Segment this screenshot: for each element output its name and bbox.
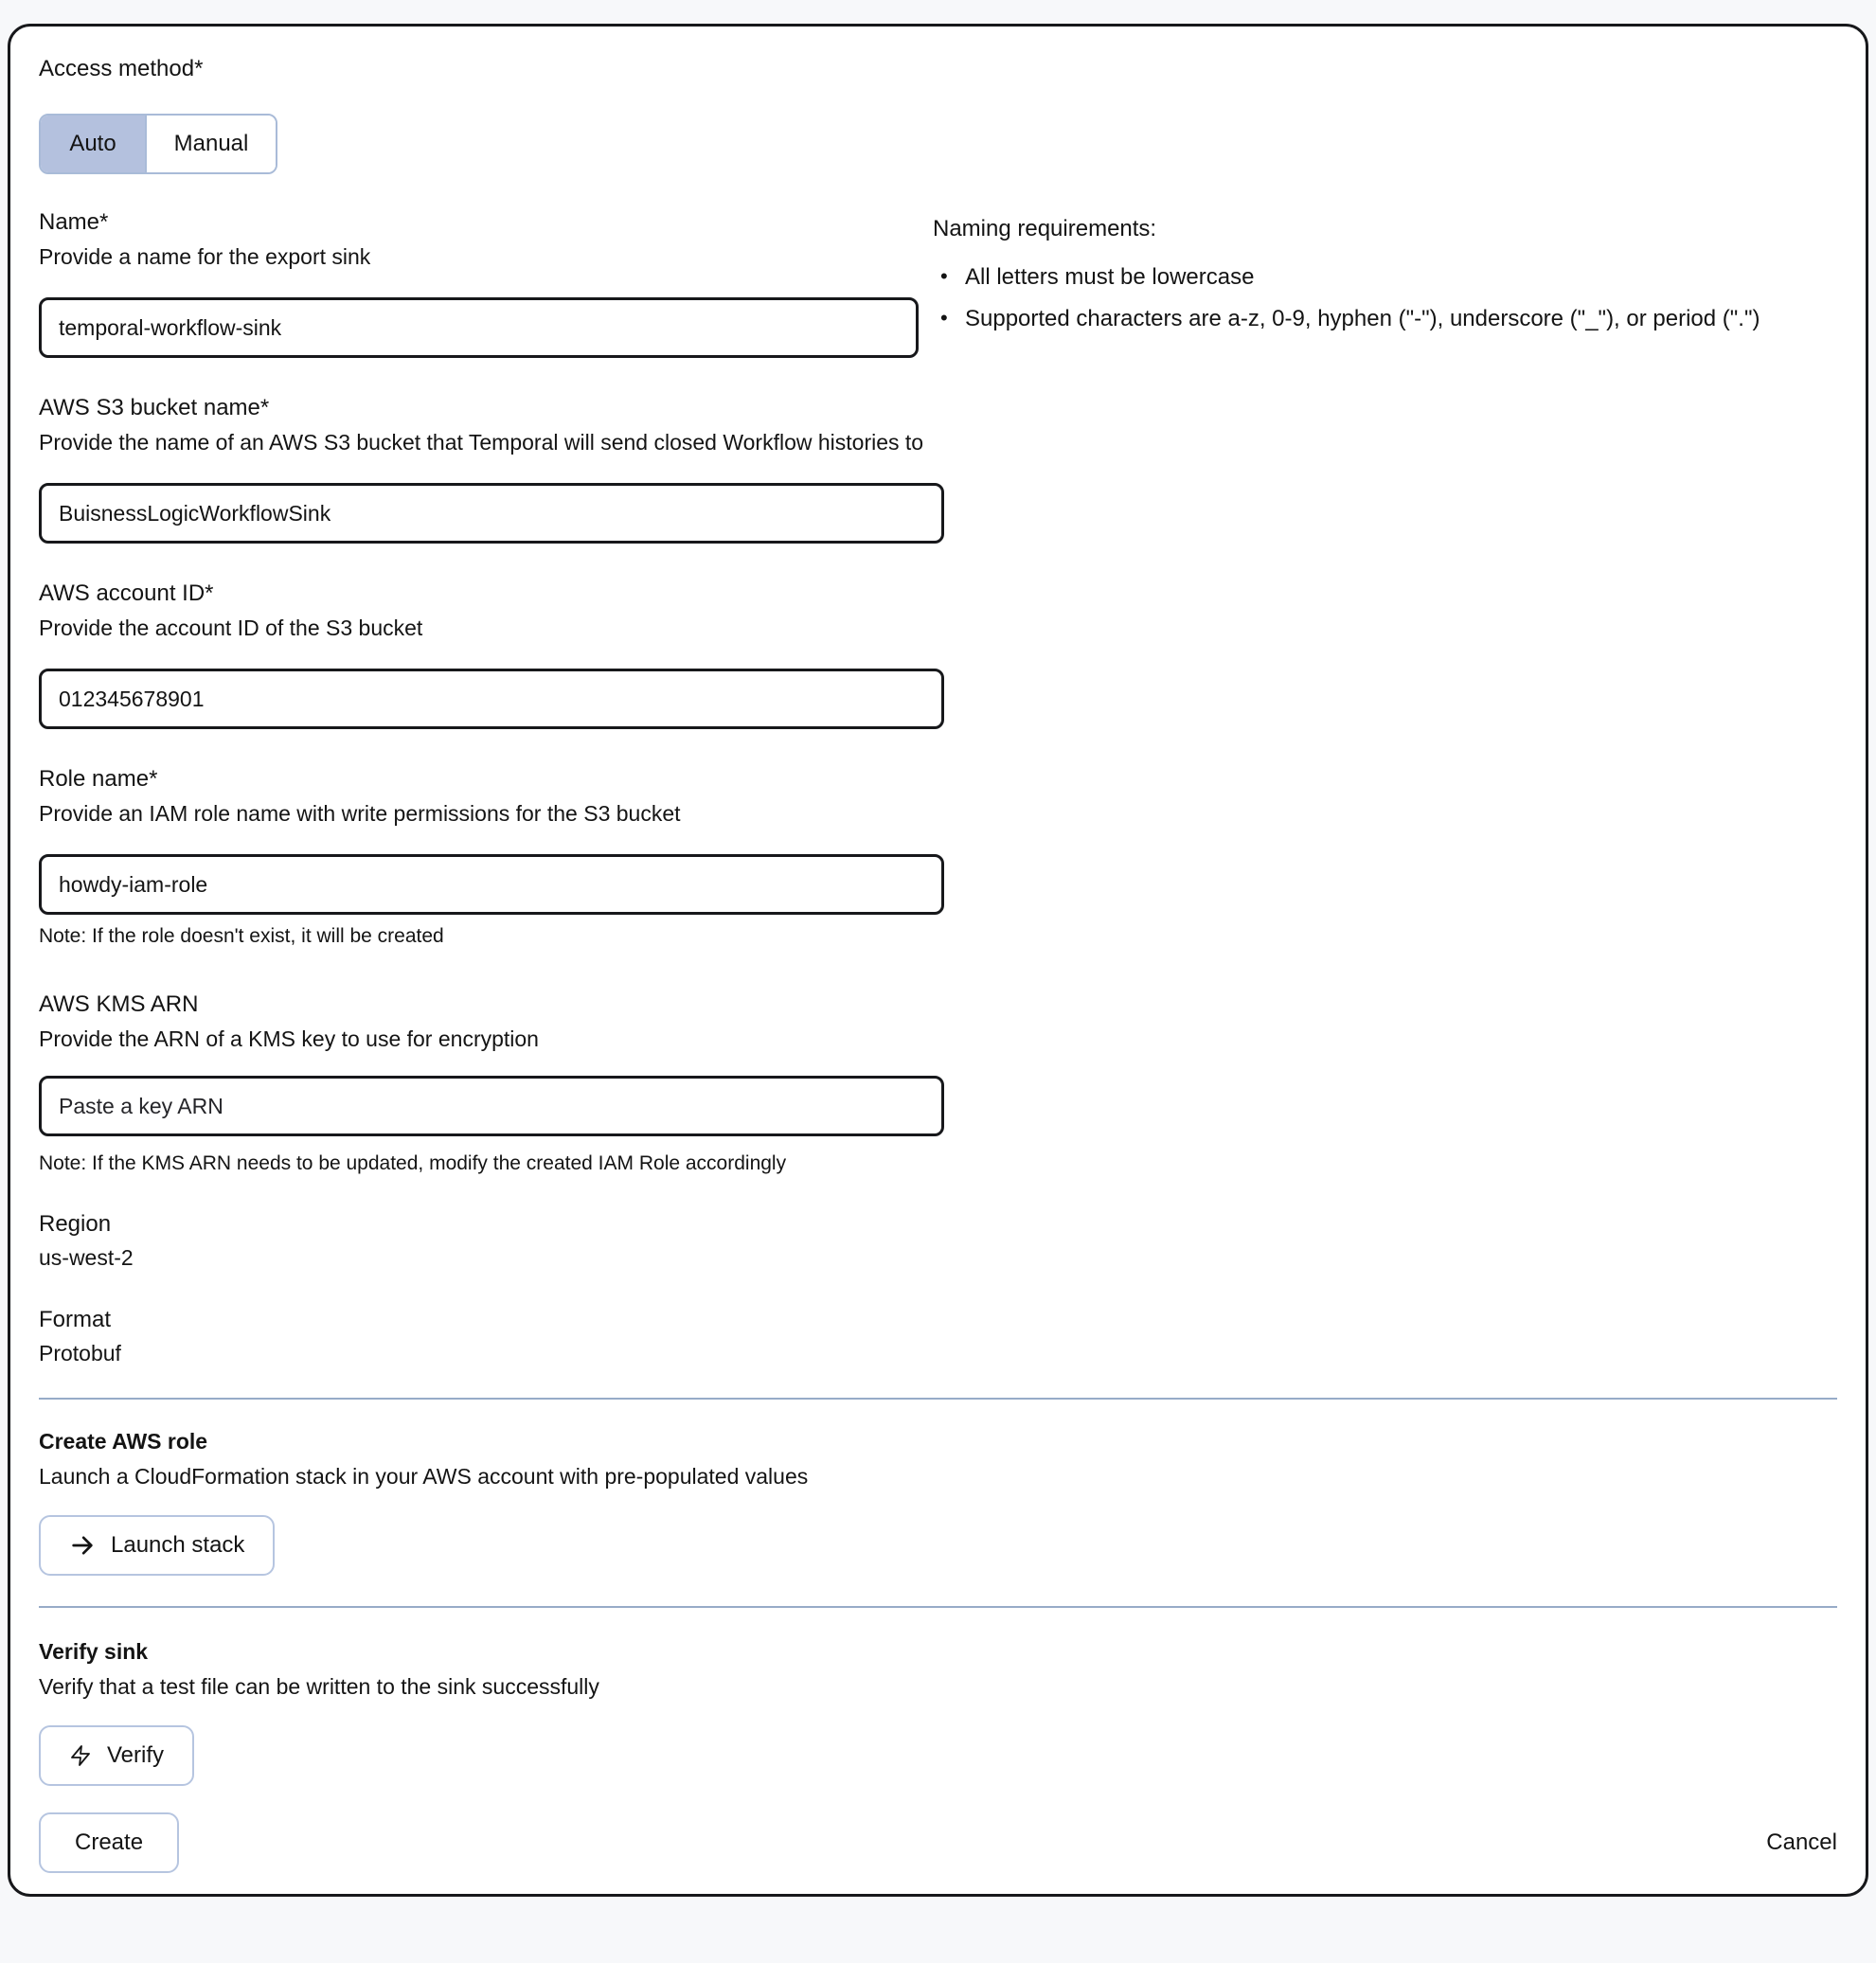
naming-requirement-item: • Supported characters are a-z, 0-9, hyphen ("-"), underscore ("_"), or period (".") xyxy=(933,304,1785,333)
kms-note: Note: If the KMS ARN needs to be updated, modify the created IAM Role accordingly xyxy=(39,1152,787,1174)
name-input[interactable] xyxy=(39,297,919,358)
bucket-description: Provide the name of an AWS S3 bucket that Temporal will send closed Workflow histories to xyxy=(39,430,924,455)
kms-field xyxy=(39,990,1837,1176)
verify-sink-title: Verify sink xyxy=(39,1639,149,1664)
naming-requirements xyxy=(933,215,1785,333)
launch-stack-button[interactable] xyxy=(39,1515,275,1576)
role-label: Role name* xyxy=(39,766,158,792)
bucket-label: AWS S3 bucket name* xyxy=(39,395,270,420)
access-method-option-auto[interactable]: Auto xyxy=(41,116,145,172)
export-sink-form-card xyxy=(8,24,1868,1897)
divider xyxy=(39,1398,1837,1400)
arrow-right-icon xyxy=(69,1532,96,1559)
lightning-icon xyxy=(69,1744,92,1767)
account-description: Provide the account ID of the S3 bucket xyxy=(39,616,423,640)
access-method-option-manual[interactable]: Manual xyxy=(145,116,276,172)
create-button[interactable] xyxy=(39,1812,179,1873)
create-role-description: Launch a CloudFormation stack in your AWS account with pre-populated values xyxy=(39,1464,809,1489)
role-field xyxy=(39,765,1837,949)
role-description: Provide an IAM role name with write permissions for the S3 bucket xyxy=(39,801,681,826)
region-value: us-west-2 xyxy=(39,1245,134,1270)
launch-stack-label: Launch stack xyxy=(111,1532,245,1558)
account-input[interactable] xyxy=(39,669,944,729)
role-note: Note: If the role doesn't exist, it will be created xyxy=(39,925,444,947)
bucket-field xyxy=(39,394,1837,544)
role-input[interactable] xyxy=(39,854,944,915)
name-label: Name* xyxy=(39,209,109,235)
cancel-button[interactable]: Cancel xyxy=(1766,1829,1837,1855)
access-method-toggle xyxy=(39,114,277,174)
naming-requirements-title: Naming requirements: xyxy=(933,216,1157,241)
kms-input[interactable] xyxy=(39,1076,944,1136)
format-value: Protobuf xyxy=(39,1341,121,1365)
create-role-title: Create AWS role xyxy=(39,1429,208,1454)
naming-requirements-list xyxy=(933,262,1785,333)
create-role-section xyxy=(39,1428,1837,1576)
account-label: AWS account ID* xyxy=(39,580,214,606)
create-label: Create xyxy=(75,1829,144,1855)
format-label: Format xyxy=(39,1307,112,1332)
bucket-input[interactable] xyxy=(39,483,944,544)
verify-button[interactable] xyxy=(39,1725,194,1786)
name-description: Provide a name for the export sink xyxy=(39,244,371,269)
format-field xyxy=(39,1306,1837,1367)
verify-label: Verify xyxy=(107,1742,165,1768)
divider xyxy=(39,1606,1837,1608)
bullet-icon: • xyxy=(940,264,948,288)
bullet-icon: • xyxy=(940,306,948,330)
region-field xyxy=(39,1210,1837,1272)
verify-sink-section xyxy=(39,1638,1837,1786)
kms-description: Provide the ARN of a KMS key to use for encryption xyxy=(39,1026,539,1051)
account-field xyxy=(39,580,1837,729)
access-method-label: Access method* xyxy=(39,56,204,81)
verify-sink-description: Verify that a test file can be written to the sink successfully xyxy=(39,1674,599,1699)
naming-requirement-item: • All letters must be lowercase xyxy=(933,262,1785,292)
kms-label: AWS KMS ARN xyxy=(39,991,199,1017)
region-label: Region xyxy=(39,1211,112,1237)
form-footer xyxy=(39,1812,1837,1883)
